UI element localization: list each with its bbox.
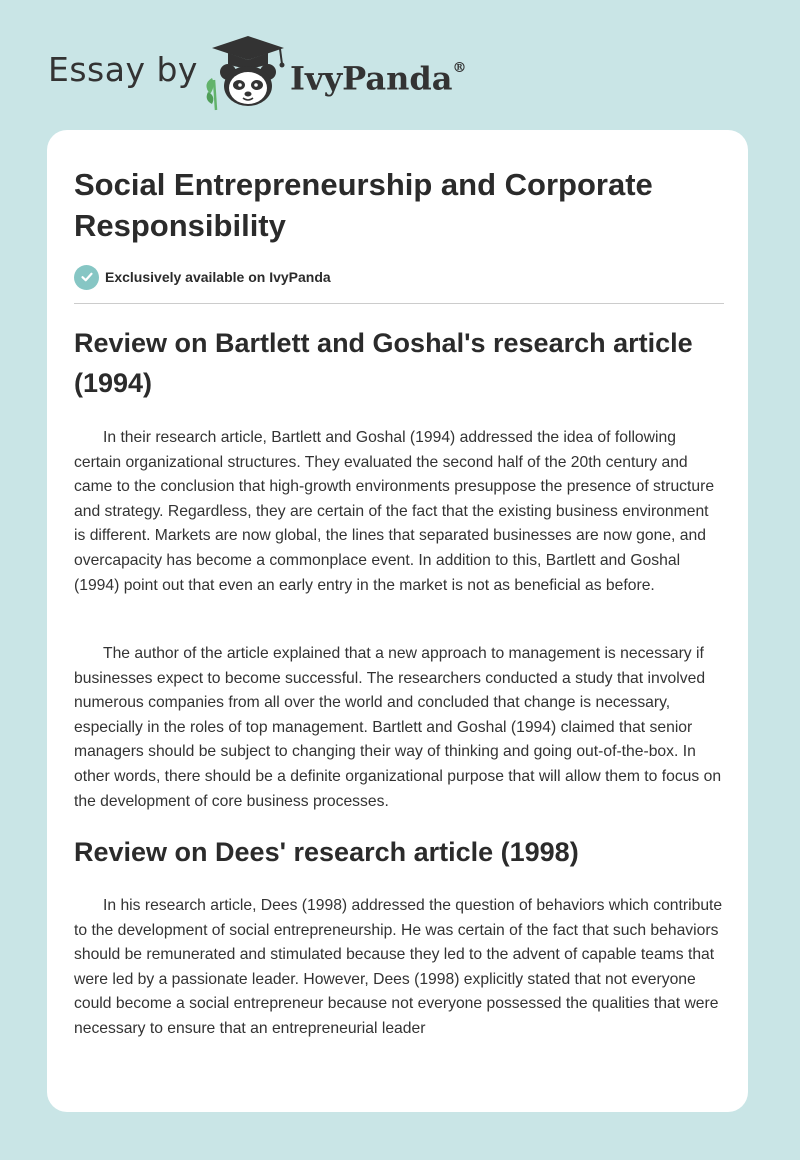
check-icon	[74, 265, 99, 290]
registered-mark: ®	[452, 60, 467, 76]
exclusive-badge	[74, 264, 331, 290]
page-title: Social Entrepreneurship and Corporate Responsibility	[74, 167, 653, 243]
brand-name-text: IvyPanda	[290, 59, 453, 98]
paragraph: In his research article, Dees (1998) addressed the question of behaviors which contribute to the development of social entrepreneurship. He was certain of the fact that such behaviors should be remunerated and stimulated because they led to the advent of capable teams that were led by a passionate leader. However, Dees (1998) explicitly stated that not everyone could become a social entrepreneur because not everyone possessed the qualities that were necessary to ensure that an entrepreneurial leader	[74, 897, 723, 1037]
site-header	[0, 0, 800, 130]
essay-card	[47, 130, 748, 1112]
panda-graduate-logo-icon[interactable]	[198, 34, 294, 112]
brand-name[interactable]	[290, 55, 466, 98]
paragraph: In their research article, Bartlett and Goshal (1994) addressed the idea of following certain organizational structures. They evaluated the second half of the 20th century and came to the conclusion that high-growth environments presuppose the presence of structure and strategy. Regardless, they are certain of the fact that the existing business environment is different. Markets are now global, the lines that separated businesses are now gone, and overcapacity has become a commonplace event. In addition to this, Bartlett and Goshal (1994) point out that even an early entry in the market is not as beneficial as before.	[74, 429, 715, 594]
paragraph: The author of the article explained that a new approach to management is necessary if businesses expect to become successful. The researchers conducted a study that involved numerous companies from all over the world and concluded that change is necessary, especially in the roles of top management. Bartlett and Goshal (1994) claimed that senior managers should be subject to changing their way of thinking and going out-of-the-box. In other words, there should be a definite organizational purpose that will allow them to focus on the development of core business processes.	[74, 645, 722, 810]
exclusive-label: Exclusively available on IvyPanda	[105, 269, 331, 285]
divider	[74, 303, 724, 304]
section-heading: Review on Dees' research article (1998)	[74, 837, 579, 867]
brand-prefix: Essay by	[48, 50, 198, 89]
section-heading: Review on Bartlett and Goshal's research article (1994)	[74, 328, 693, 398]
